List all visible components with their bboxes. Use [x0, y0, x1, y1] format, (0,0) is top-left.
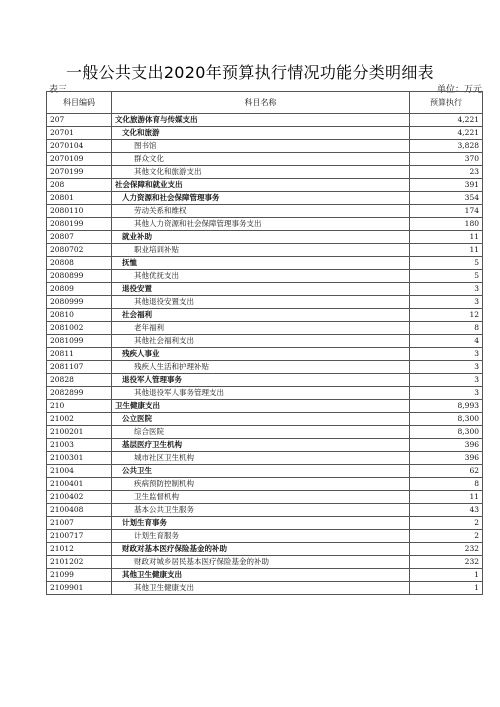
code-cell: 20810	[47, 309, 112, 322]
table-row	[47, 491, 483, 504]
value-cell: 11	[410, 244, 483, 257]
table-row	[47, 348, 483, 361]
name-cell: 人力资源和社会保障管理事务	[112, 192, 410, 205]
name-cell: 文化和旅游	[112, 127, 410, 140]
table-row	[47, 140, 483, 153]
code-cell: 2070109	[47, 153, 112, 166]
code-cell: 2100201	[47, 426, 112, 439]
table-row	[47, 361, 483, 374]
code-cell: 2100401	[47, 478, 112, 491]
table-row	[47, 413, 483, 426]
value-cell: 8	[410, 322, 483, 335]
code-cell: 21099	[47, 569, 112, 582]
table-row	[47, 465, 483, 478]
table-row	[47, 582, 483, 595]
name-cell: 退役安置	[112, 283, 410, 296]
code-cell: 2081107	[47, 361, 112, 374]
table-row	[47, 231, 483, 244]
value-cell: 4,221	[410, 127, 483, 140]
name-cell: 抚恤	[112, 257, 410, 270]
value-cell: 1	[410, 582, 483, 595]
value-cell: 8,300	[410, 426, 483, 439]
name-cell: 计划生育服务	[112, 530, 410, 543]
name-cell: 群众文化	[112, 153, 410, 166]
name-cell: 其他文化和旅游支出	[112, 166, 410, 179]
name-cell: 公共卫生	[112, 465, 410, 478]
table-row	[47, 335, 483, 348]
value-cell: 4	[410, 335, 483, 348]
code-cell: 2070199	[47, 166, 112, 179]
page-title: 一般公共支出2020年预算执行情况功能分类明细表	[66, 63, 434, 82]
value-cell: 370	[410, 153, 483, 166]
code-cell: 20801	[47, 192, 112, 205]
code-cell: 2100402	[47, 491, 112, 504]
code-cell: 21004	[47, 465, 112, 478]
table-row	[47, 114, 483, 127]
table-row	[47, 153, 483, 166]
table-row	[47, 478, 483, 491]
table-row	[47, 166, 483, 179]
name-cell: 其他卫生健康支出	[112, 569, 410, 582]
table-row	[47, 322, 483, 335]
code-cell: 2100301	[47, 452, 112, 465]
code-cell: 2070104	[47, 140, 112, 153]
code-cell: 207	[47, 114, 112, 127]
code-cell: 21003	[47, 439, 112, 452]
value-cell: 174	[410, 205, 483, 218]
table-row	[47, 504, 483, 517]
table-row	[47, 205, 483, 218]
value-cell: 2	[410, 517, 483, 530]
table-row	[47, 543, 483, 556]
name-cell: 社会福利	[112, 309, 410, 322]
code-cell: 2101202	[47, 556, 112, 569]
code-cell: 2081002	[47, 322, 112, 335]
code-cell: 2080702	[47, 244, 112, 257]
value-cell: 396	[410, 439, 483, 452]
table-row	[47, 517, 483, 530]
table-row	[47, 569, 483, 582]
value-cell: 4,221	[410, 114, 483, 127]
table-row	[47, 439, 483, 452]
name-cell: 财政对基本医疗保险基金的补助	[112, 543, 410, 556]
code-cell: 20828	[47, 374, 112, 387]
code-cell: 20809	[47, 283, 112, 296]
name-cell: 劳动关系和维权	[112, 205, 410, 218]
code-cell: 2080899	[47, 270, 112, 283]
name-cell: 其他社会福利支出	[112, 335, 410, 348]
table-row	[47, 127, 483, 140]
table-number: 表三	[49, 85, 68, 95]
name-cell: 卫生监督机构	[112, 491, 410, 504]
table-row	[47, 179, 483, 192]
table-row	[47, 309, 483, 322]
code-cell: 2100408	[47, 504, 112, 517]
name-cell: 社会保障和就业支出	[112, 179, 410, 192]
header-code: 科目编码	[47, 92, 112, 114]
code-cell: 210	[47, 400, 112, 413]
value-cell: 396	[410, 452, 483, 465]
code-cell: 2100717	[47, 530, 112, 543]
value-cell: 23	[410, 166, 483, 179]
value-cell: 8,300	[410, 413, 483, 426]
header-name: 科目名称	[112, 92, 410, 114]
name-cell: 老年福利	[112, 322, 410, 335]
value-cell: 232	[410, 543, 483, 556]
code-cell: 20807	[47, 231, 112, 244]
value-cell: 232	[410, 556, 483, 569]
value-cell: 3,828	[410, 140, 483, 153]
name-cell: 残疾人事业	[112, 348, 410, 361]
table-row	[47, 257, 483, 270]
header-value: 预算执行	[410, 92, 483, 114]
value-cell: 3	[410, 387, 483, 400]
table-row	[47, 556, 483, 569]
name-cell: 就业补助	[112, 231, 410, 244]
code-cell: 21002	[47, 413, 112, 426]
name-cell: 其他卫生健康支出	[112, 582, 410, 595]
name-cell: 基层医疗卫生机构	[112, 439, 410, 452]
table-body	[47, 114, 483, 595]
table-row	[47, 530, 483, 543]
value-cell: 1	[410, 569, 483, 582]
code-cell: 2080110	[47, 205, 112, 218]
name-cell: 财政对城乡居民基本医疗保险基金的补助	[112, 556, 410, 569]
code-cell: 21007	[47, 517, 112, 530]
name-cell: 残疾人生活和护理补贴	[112, 361, 410, 374]
value-cell: 2	[410, 530, 483, 543]
value-cell: 5	[410, 270, 483, 283]
code-cell: 2080199	[47, 218, 112, 231]
name-cell: 其他退役军人事务管理支出	[112, 387, 410, 400]
code-cell: 2081099	[47, 335, 112, 348]
value-cell: 11	[410, 231, 483, 244]
value-cell: 8	[410, 478, 483, 491]
name-cell: 基本公共卫生服务	[112, 504, 410, 517]
value-cell: 3	[410, 296, 483, 309]
code-cell: 208	[47, 179, 112, 192]
code-cell: 20808	[47, 257, 112, 270]
name-cell: 职业培训补贴	[112, 244, 410, 257]
name-cell: 计划生育事务	[112, 517, 410, 530]
table-row	[47, 244, 483, 257]
table-row	[47, 296, 483, 309]
value-cell: 391	[410, 179, 483, 192]
code-cell: 2109901	[47, 582, 112, 595]
table-row	[47, 452, 483, 465]
value-cell: 354	[410, 192, 483, 205]
value-cell: 11	[410, 491, 483, 504]
value-cell: 5	[410, 257, 483, 270]
table-row	[47, 374, 483, 387]
budget-table	[46, 91, 483, 595]
table-row	[47, 387, 483, 400]
code-cell: 21012	[47, 543, 112, 556]
value-cell: 8,993	[410, 400, 483, 413]
value-cell: 3	[410, 348, 483, 361]
value-cell: 43	[410, 504, 483, 517]
name-cell: 疾病预防控制机构	[112, 478, 410, 491]
table-header-row	[47, 92, 483, 114]
value-cell: 3	[410, 374, 483, 387]
value-cell: 180	[410, 218, 483, 231]
table-row	[47, 218, 483, 231]
table-row	[47, 400, 483, 413]
unit-label: 单位：万元	[436, 85, 482, 95]
code-cell: 2082899	[47, 387, 112, 400]
name-cell: 城市社区卫生机构	[112, 452, 410, 465]
name-cell: 文化旅游体育与传媒支出	[112, 114, 410, 127]
code-cell: 20811	[47, 348, 112, 361]
table-row	[47, 426, 483, 439]
name-cell: 公立医院	[112, 413, 410, 426]
name-cell: 卫生健康支出	[112, 400, 410, 413]
name-cell: 其他优抚支出	[112, 270, 410, 283]
code-cell: 20701	[47, 127, 112, 140]
name-cell: 退役军人管理事务	[112, 374, 410, 387]
table-row	[47, 283, 483, 296]
value-cell: 62	[410, 465, 483, 478]
code-cell: 2080999	[47, 296, 112, 309]
table-row	[47, 192, 483, 205]
value-cell: 3	[410, 361, 483, 374]
table-row	[47, 270, 483, 283]
name-cell: 其他退役安置支出	[112, 296, 410, 309]
value-cell: 3	[410, 283, 483, 296]
name-cell: 图书馆	[112, 140, 410, 153]
value-cell: 12	[410, 309, 483, 322]
name-cell: 综合医院	[112, 426, 410, 439]
name-cell: 其他人力资源和社会保障管理事务支出	[112, 218, 410, 231]
